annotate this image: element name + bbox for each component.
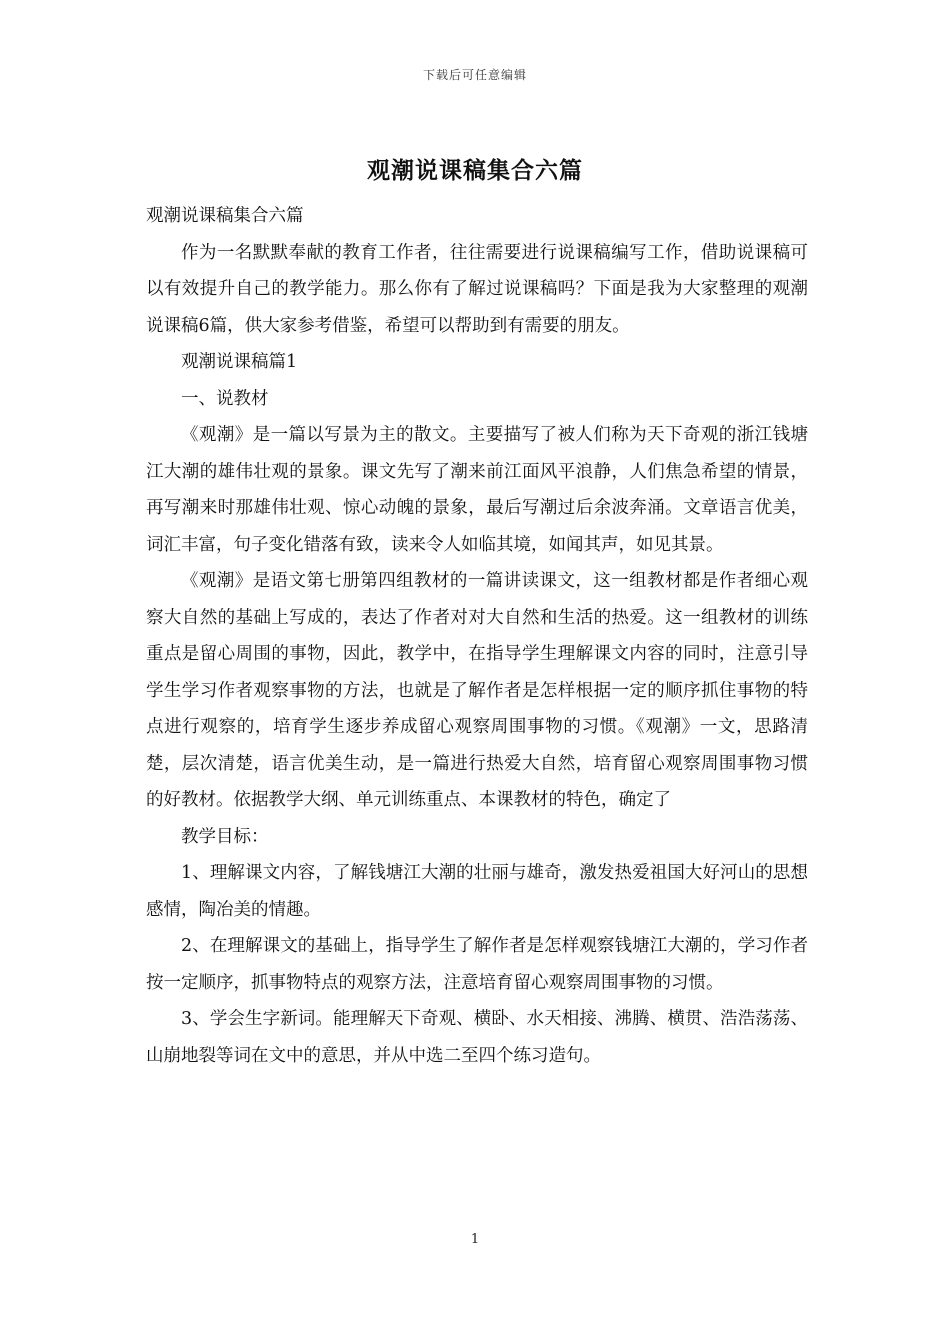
paragraph: 2、在理解课文的基础上，指导学生了解作者是怎样观察钱塘江大潮的，学习作者按一定顺序，抓事物特点的观察方法，注意培育留心观察周围事物的习惯。 [146,936,808,993]
document-body [146,198,808,1074]
header-note: 下载后可任意编辑 [422,68,527,82]
paragraph: 教学目标： [181,826,269,847]
paragraph: 1、理解课文内容，了解钱塘江大潮的壮丽与雄奇，激发热爱祖国大好河山的思想感情，陶冶美的情趣。 [146,863,808,920]
document-title: 观潮说课稿集合六篇 [367,157,583,184]
page-number: 1 [470,1232,480,1247]
paragraph: 一、说教材 [181,388,269,409]
paragraph: 观潮说课稿集合六篇 [146,206,304,226]
paragraph: 作为一名默默奉献的教育工作者，往往需要进行说课稿编写工作，借助说课稿可以有效提升自己的教学能力。那么你有了解过说课稿吗？下面是我为大家整理的观潮说课稿6篇，供大家参考借鉴，希望可以帮助到有需要的朋友。 [146,242,808,336]
paragraph: 3、学会生字新词。能理解天下奇观、横卧、水天相接、沸腾、横贯、浩浩荡荡、山崩地裂等词在文中的意思，并从中选二至四个练习造句。 [146,1009,808,1066]
paragraph: 观潮说课稿篇1 [181,352,298,372]
paragraph: 《观潮》是语文第七册第四组教材的一篇讲读课文，这一组教材都是作者细心观察大自然的基础上写成的，表达了作者对对大自然和生活的热爱。这一组教材的训练重点是留心周围的事物，因此，教学中，在指导学生理解课文内容的同时，注意引导学生学习作者观察事物的方法，也就是了解作者是怎样根据一定的顺序抓住事物的特点进行观察的，培育学生逐步养成留心观察周围事物的习惯。《观潮》一文，思路清楚，层次清楚，语言优美生动，是一篇进行热爱大自然，培育留心观察周围事物习惯的好教材。依据教学大纲、单元训练重点、本课教材的特色，确定了 [146,571,808,810]
paragraph: 《观潮》是一篇以写景为主的散文。主要描写了被人们称为天下奇观的浙江钱塘江大潮的雄伟壮观的景象。课文先写了潮来前江面风平浪静，人们焦急希望的情景，再写潮来时那雄伟壮观、惊心动魄的景象，最后写潮过后余波奔涌。文章语言优美，词汇丰富，句子变化错落有致，读来令人如临其境，如闻其声，如见其景。 [146,425,808,555]
